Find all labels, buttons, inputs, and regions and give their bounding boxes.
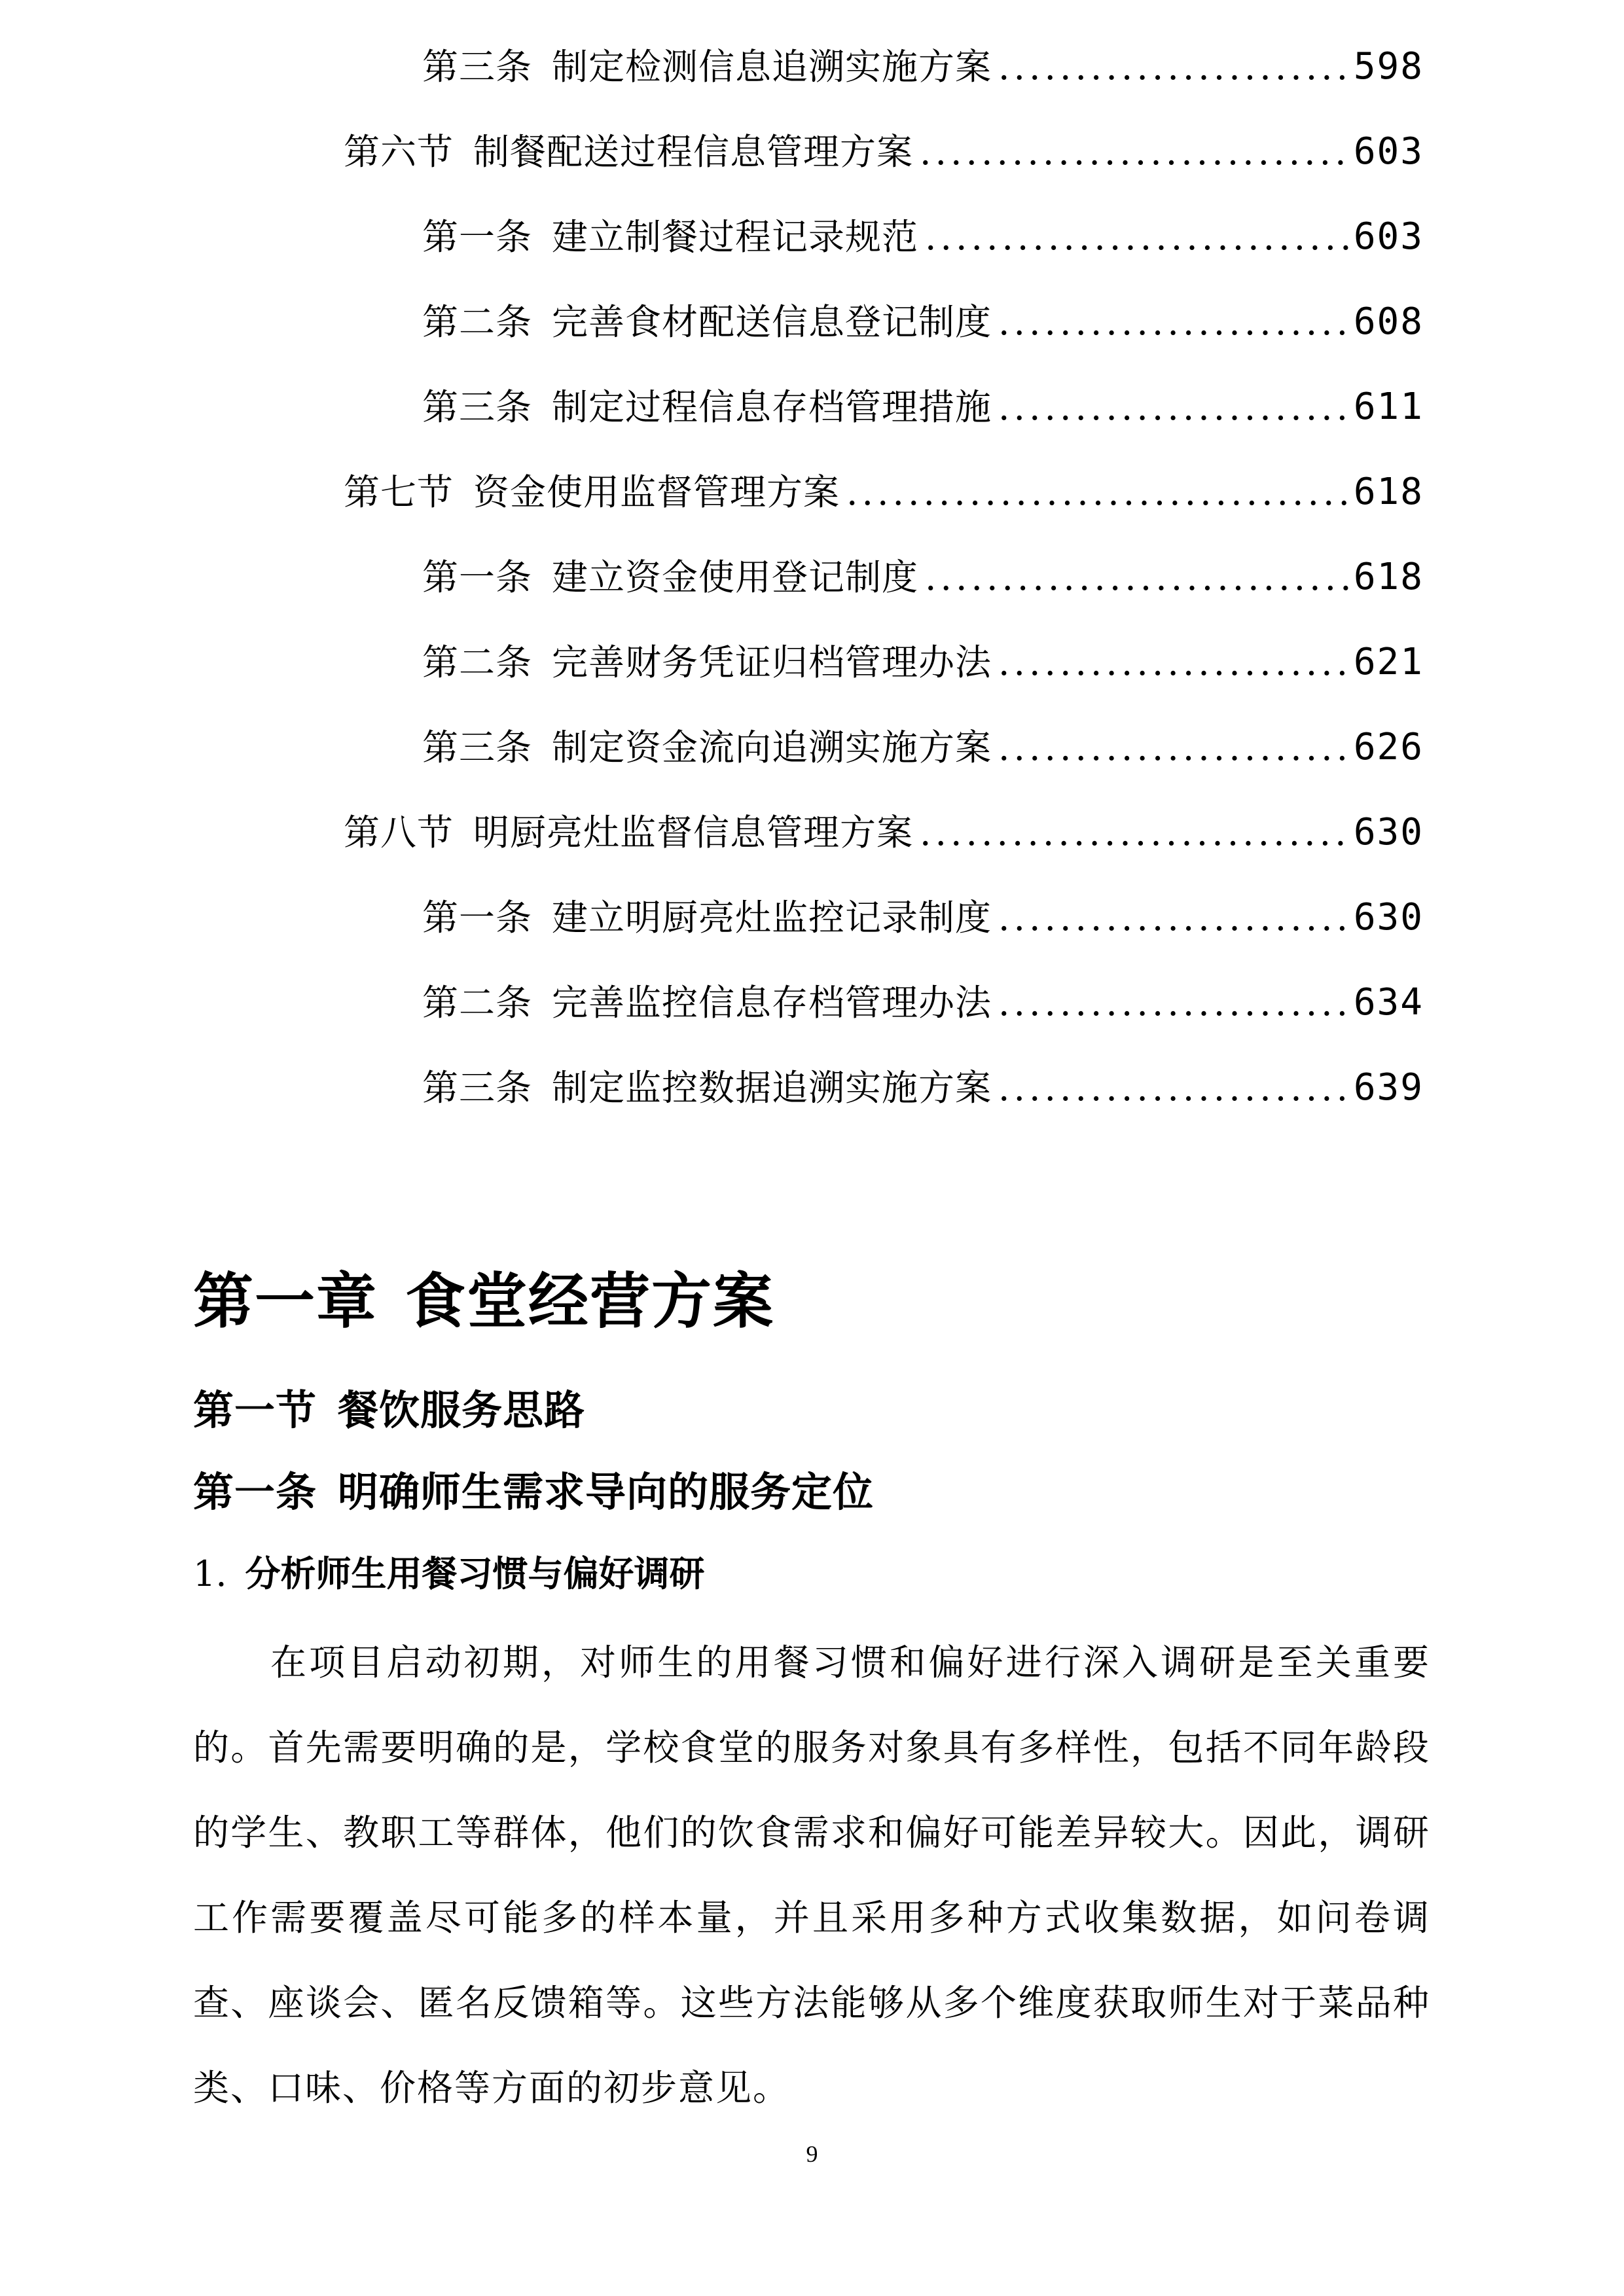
toc-dot-leader	[925, 545, 1350, 610]
toc-entry[interactable]	[422, 885, 1424, 950]
article-number: 第一条	[193, 1468, 317, 1516]
toc-entry[interactable]	[422, 374, 1424, 440]
toc-dot-leader	[920, 800, 1350, 865]
toc-dot-leader	[998, 970, 1350, 1035]
toc-entry-number: 第一条	[422, 897, 533, 939]
chapter-heading	[193, 1253, 774, 1340]
toc-entry-page: 603	[1353, 215, 1424, 258]
toc-entry-number: 第八节	[344, 812, 454, 853]
toc-entry-number: 第一条	[422, 216, 533, 258]
toc-entry-page: 626	[1353, 726, 1424, 768]
toc-entry-page: 598	[1353, 45, 1424, 88]
toc-entry[interactable]	[422, 545, 1424, 610]
toc-entry-title: 制定过程信息存档管理措施	[552, 386, 992, 428]
section-number: 第一节	[193, 1386, 317, 1434]
toc-entry-page: 618	[1353, 471, 1424, 513]
section-heading	[193, 1378, 585, 1436]
toc-entry-title: 建立资金使用登记制度	[552, 556, 919, 598]
toc-entry-number: 第三条	[422, 726, 533, 768]
section-title: 餐饮服务思路	[338, 1386, 586, 1434]
toc-entry[interactable]	[422, 715, 1424, 780]
toc-entry-page: 630	[1353, 896, 1424, 939]
toc-entry-number: 第二条	[422, 641, 533, 683]
toc-entry-page: 603	[1353, 130, 1424, 173]
chapter-number: 第一章	[193, 1266, 378, 1336]
toc-entry-title: 建立明厨亮灶监控记录制度	[552, 897, 992, 939]
toc-entry-number: 第二条	[422, 301, 533, 343]
toc-entry-title: 建立制餐过程记录规范	[552, 216, 919, 258]
toc-entry-page: 639	[1353, 1066, 1424, 1109]
toc-entry-number: 第七节	[344, 471, 454, 513]
toc-entry-page: 630	[1353, 811, 1424, 853]
toc-entry-title: 制餐配送过程信息管理方案	[473, 131, 914, 173]
toc-entry-title: 完善监控信息存档管理办法	[552, 982, 992, 1024]
toc-entry-title: 制定资金流向追溯实施方案	[552, 726, 992, 768]
chapter-title: 食堂经营方案	[405, 1266, 775, 1336]
toc-entry[interactable]	[422, 204, 1424, 270]
toc-entry[interactable]	[344, 119, 1424, 185]
toc-entry-page: 634	[1353, 981, 1424, 1024]
toc-entry-page: 611	[1353, 386, 1424, 428]
page-number: 9	[806, 2141, 818, 2167]
toc-entry-title: 完善财务凭证归档管理办法	[552, 641, 992, 683]
toc-dot-leader	[998, 885, 1350, 950]
toc-entry-number: 第一条	[422, 556, 533, 598]
toc-entry-title: 资金使用监督管理方案	[473, 471, 840, 513]
toc-dot-leader	[998, 289, 1350, 355]
toc-entry[interactable]	[422, 970, 1424, 1035]
article-heading	[193, 1460, 874, 1518]
toc-entry-title: 完善食材配送信息登记制度	[552, 301, 992, 343]
subheading-number: 1.	[193, 1553, 227, 1594]
toc-dot-leader	[998, 374, 1350, 440]
subheading	[193, 1546, 705, 1596]
toc-entry[interactable]	[344, 459, 1424, 525]
toc-entry-title: 明厨亮灶监督信息管理方案	[473, 812, 914, 853]
toc-dot-leader	[846, 459, 1350, 525]
toc-entry[interactable]	[422, 289, 1424, 355]
toc-entry-page: 621	[1353, 641, 1424, 683]
article-title: 明确师生需求导向的服务定位	[338, 1468, 875, 1516]
toc-dot-leader	[925, 204, 1350, 270]
toc-entry-title: 制定检测信息追溯实施方案	[552, 46, 992, 88]
toc-entry[interactable]	[422, 1055, 1424, 1121]
toc-entry-number: 第三条	[422, 1067, 533, 1109]
toc-entry-page: 618	[1353, 556, 1424, 598]
toc-entry[interactable]	[422, 630, 1424, 695]
toc-entry[interactable]	[422, 34, 1424, 99]
toc-entry-title: 制定监控数据追溯实施方案	[552, 1067, 992, 1109]
toc-dot-leader	[998, 715, 1350, 780]
toc-dot-leader	[998, 1055, 1350, 1121]
subheading-title: 分析师生用餐习惯与偏好调研	[245, 1552, 705, 1594]
toc-dot-leader	[998, 630, 1350, 695]
body-paragraph: 在项目启动初期，对师生的用餐习惯和偏好进行深入调研是至关重要的。首先需要明确的是，学校食堂的服务对象具有多样性，包括不同年龄段的学生、教职工等群体，他们的饮食需求和偏好可能差异较大。因此，调研工作需要覆盖尽可能多的样本量，并且采用多种方式收集数据，如问卷调查、座谈会、匿名反馈箱等。这些方法能够从多个维度获取师生对于菜品种类、口味、价格等方面的初步意见。	[193, 1641, 1430, 2109]
toc-entry-page: 608	[1353, 300, 1424, 343]
toc-entry-number: 第三条	[422, 386, 533, 428]
toc-entry-number: 第二条	[422, 982, 533, 1024]
toc-dot-leader	[920, 119, 1350, 185]
toc-dot-leader	[998, 34, 1350, 99]
toc-entry[interactable]	[344, 800, 1424, 865]
toc-entry-number: 第三条	[422, 46, 533, 88]
toc-entry-number: 第六节	[344, 131, 454, 173]
